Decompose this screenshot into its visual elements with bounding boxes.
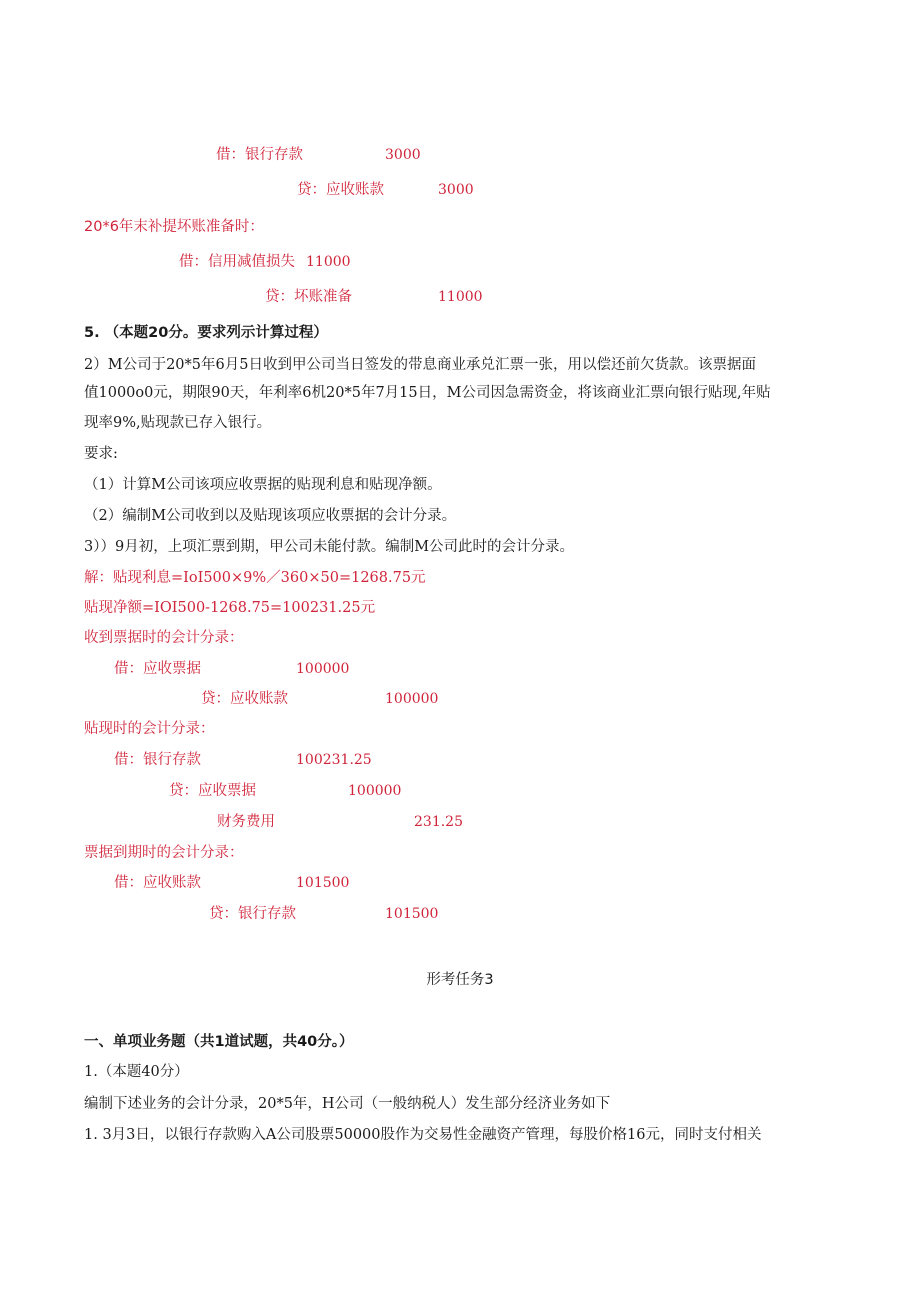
maturity-credit: 贷：银行存款 (209, 906, 296, 922)
entry1-debit: 借：银行存款 (216, 147, 303, 163)
receive-debit: 借：应收票据 (114, 661, 201, 677)
answer-discount-interest: 解：贴现利息=IoI500×9%／360×50=1268.75元 (84, 570, 426, 586)
entry2-debit: 借：信用减值损失 (179, 254, 295, 270)
task-3-section-heading: 一、单项业务题（共1道试题，共40分。） (84, 1034, 354, 1050)
entry2-debit-amount: 11000 (306, 254, 351, 270)
maturity-entry-label: 票据到期时的会计分录： (84, 845, 244, 861)
receive-credit: 贷：应收账款 (201, 691, 288, 707)
question-5-paragraph-line-2: 值1000o0元，期限90天，年利率6机20*5年7月15日，M公司因急需资金，将该商业汇票向银行贴现,年贴 (84, 385, 771, 401)
requirements-label: 要求: (84, 446, 118, 462)
discount-credit-2: 财务费用 (217, 814, 275, 830)
question-5-paragraph-line-1: 2）M公司于20*5年6月5日收到甲公司当日签发的带息商业承兑汇票一张，用以偿还前欠货款。该票据面 (84, 357, 756, 373)
entry1-credit-amount: 3000 (438, 182, 474, 198)
discount-debit-amount: 100231.25 (296, 752, 372, 768)
answer-discount-net: 贴现净额=IOI500-1268.75=100231.25元 (84, 600, 376, 616)
requirement-3: 3））9月初，上项汇票到期，甲公司未能付款。编制M公司此时的会计分录。 (84, 539, 575, 555)
task-3-intro: 编制下述业务的会计分录，20*5年，H公司（一般纳税人）发生部分经济业务如下 (84, 1096, 611, 1112)
receive-debit-amount: 100000 (296, 661, 350, 677)
discount-credit: 贷：应收票据 (169, 783, 256, 799)
maturity-debit: 借：应收账款 (114, 875, 201, 891)
question-5-heading: 5. （本题20分。要求列示计算过程） (84, 325, 328, 341)
discount-debit: 借：银行存款 (114, 752, 201, 768)
requirement-1: （1）计算M公司该项应收票据的贴现利息和贴现净额。 (84, 477, 442, 493)
task-3-item-1: 1. 3月3日，以银行存款购入A公司股票50000股作为交易性金融资产管理，每股价格16元，同时支付相关 (84, 1127, 762, 1143)
receive-entry-label: 收到票据时的会计分录： (84, 630, 244, 646)
task-3-question-label: 1.（本题40分） (84, 1064, 189, 1080)
maturity-debit-amount: 101500 (296, 875, 350, 891)
entry2-credit: 贷：坏账准备 (265, 289, 352, 305)
receive-credit-amount: 100000 (385, 691, 439, 707)
entry2-credit-amount: 11000 (438, 289, 483, 305)
maturity-credit-amount: 101500 (385, 906, 439, 922)
note-2016: 20*6年末补提坏账准备时： (84, 219, 264, 235)
discount-entry-label: 贴现时的会计分录： (84, 721, 215, 737)
task-3-title: 形考任务3 (426, 972, 494, 988)
requirement-2: （2）编制M公司收到以及贴现该项应收票据的会计分录。 (84, 508, 457, 524)
discount-credit-amount: 100000 (348, 783, 402, 799)
entry1-debit-amount: 3000 (385, 147, 421, 163)
discount-credit-2-amount: 231.25 (414, 814, 463, 830)
entry1-credit: 贷：应收账款 (297, 182, 384, 198)
question-5-paragraph-line-3: 现率9%,贴现款已存入银行。 (84, 415, 272, 431)
